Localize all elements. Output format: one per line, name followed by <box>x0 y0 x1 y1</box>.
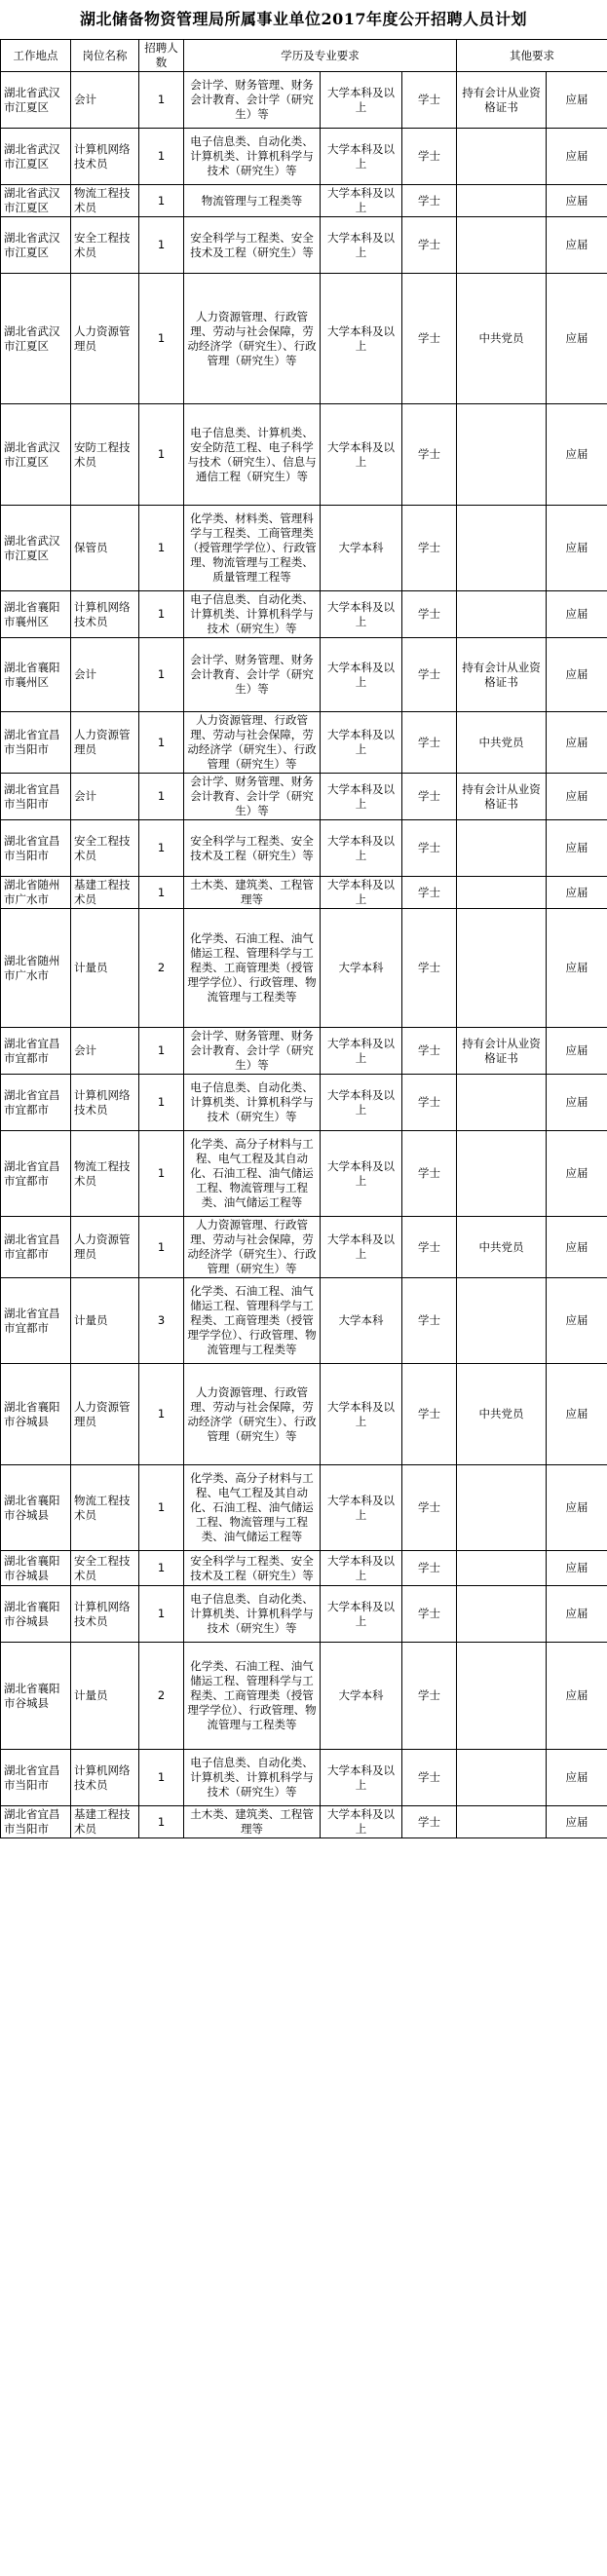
position-cell: 物流工程技术员 <box>71 1465 139 1551</box>
count-cell: 1 <box>139 129 184 185</box>
certificate-cell <box>457 1278 547 1364</box>
major-cell: 土木类、建筑类、工程管理等 <box>184 877 321 909</box>
major-cell: 化学类、高分子材料与工程、电气工程及其自动化、石油工程、油气储运工程、物流管理与工程类、油气储运工程等 <box>184 1465 321 1551</box>
position-cell: 计算机网络技术员 <box>71 1750 139 1806</box>
table-row <box>1 1465 607 1551</box>
certificate-cell <box>457 591 547 638</box>
degree-cell: 学士 <box>402 712 457 774</box>
header-requirements: 学历及专业要求 <box>184 40 457 72</box>
table-row <box>1 185 607 217</box>
major-cell: 电子信息类、自动化类、计算机类、计算机科学与技术（研究生）等 <box>184 129 321 185</box>
position-cell: 安全工程技术员 <box>71 1551 139 1586</box>
count-cell: 1 <box>139 591 184 638</box>
header-other: 其他要求 <box>457 40 607 72</box>
count-cell: 1 <box>139 638 184 712</box>
location-cell: 湖北省宜昌市宜都市 <box>1 1028 71 1075</box>
table-row <box>1 1806 607 1838</box>
degree-cell: 学士 <box>402 909 457 1028</box>
count-cell: 1 <box>139 1806 184 1838</box>
location-cell: 湖北省襄阳市襄州区 <box>1 638 71 712</box>
location-cell: 湖北省宜昌市当阳市 <box>1 1806 71 1838</box>
position-cell: 计算机网络技术员 <box>71 1075 139 1131</box>
major-cell: 化学类、石油工程、油气储运工程、管理科学与工程类、工商管理类（授管理学学位）、行政管理、物流管理与工程类等 <box>184 1278 321 1364</box>
count-cell: 1 <box>139 404 184 506</box>
count-cell: 1 <box>139 1586 184 1643</box>
education-cell: 大学本科及以上 <box>321 638 402 712</box>
status-cell: 应届 <box>547 1643 607 1750</box>
education-cell: 大学本科及以上 <box>321 217 402 274</box>
degree-cell: 学士 <box>402 1217 457 1278</box>
location-cell: 湖北省宜昌市当阳市 <box>1 1750 71 1806</box>
certificate-cell <box>457 506 547 591</box>
major-cell: 土木类、建筑类、工程管理等 <box>184 1806 321 1838</box>
count-cell: 1 <box>139 217 184 274</box>
major-cell: 人力资源管理、行政管理、劳动与社会保障，劳动经济学（研究生）、行政管理（研究生）等 <box>184 1217 321 1278</box>
count-cell: 1 <box>139 1551 184 1586</box>
certificate-cell: 中共党员 <box>457 1217 547 1278</box>
degree-cell: 学士 <box>402 1465 457 1551</box>
status-cell: 应届 <box>547 877 607 909</box>
major-cell: 会计学、财务管理、财务会计教育、会计学（研究生）等 <box>184 638 321 712</box>
position-cell: 人力资源管理员 <box>71 1217 139 1278</box>
degree-cell: 学士 <box>402 1806 457 1838</box>
education-cell: 大学本科 <box>321 1278 402 1364</box>
major-cell: 人力资源管理、行政管理、劳动与社会保障，劳动经济学（研究生）、行政管理（研究生）等 <box>184 1364 321 1465</box>
degree-cell: 学士 <box>402 1643 457 1750</box>
table-row <box>1 877 607 909</box>
count-cell: 1 <box>139 877 184 909</box>
major-cell: 化学类、石油工程、油气储运工程、管理科学与工程类、工商管理类（授管理学学位）、行政管理、物流管理与工程类等 <box>184 1643 321 1750</box>
major-cell: 会计学、财务管理、财务会计教育、会计学（研究生）等 <box>184 1028 321 1075</box>
degree-cell: 学士 <box>402 185 457 217</box>
degree-cell: 学士 <box>402 129 457 185</box>
table-body <box>1 72 607 1838</box>
degree-cell: 学士 <box>402 877 457 909</box>
table-row <box>1 591 607 638</box>
status-cell: 应届 <box>547 1551 607 1586</box>
position-cell: 物流工程技术员 <box>71 185 139 217</box>
status-cell: 应届 <box>547 217 607 274</box>
certificate-cell <box>457 909 547 1028</box>
certificate-cell <box>457 877 547 909</box>
status-cell: 应届 <box>547 820 607 877</box>
position-cell: 计算机网络技术员 <box>71 1586 139 1643</box>
header-position: 岗位名称 <box>71 40 139 72</box>
status-cell: 应届 <box>547 1028 607 1075</box>
position-cell: 保管员 <box>71 506 139 591</box>
table-row <box>1 1551 607 1586</box>
degree-cell: 学士 <box>402 506 457 591</box>
major-cell: 会计学、财务管理、财务会计教育、会计学（研究生）等 <box>184 774 321 820</box>
education-cell: 大学本科及以上 <box>321 1586 402 1643</box>
position-cell: 物流工程技术员 <box>71 1131 139 1217</box>
location-cell: 湖北省宜昌市当阳市 <box>1 712 71 774</box>
certificate-cell: 持有会计从业资格证书 <box>457 72 547 129</box>
location-cell: 湖北省襄阳市谷城县 <box>1 1643 71 1750</box>
location-cell: 湖北省武汉市江夏区 <box>1 129 71 185</box>
education-cell: 大学本科及以上 <box>321 72 402 129</box>
degree-cell: 学士 <box>402 404 457 506</box>
count-cell: 1 <box>139 1364 184 1465</box>
position-cell: 计算机网络技术员 <box>71 591 139 638</box>
education-cell: 大学本科及以上 <box>321 1217 402 1278</box>
count-cell: 1 <box>139 820 184 877</box>
table-row <box>1 72 607 129</box>
location-cell: 湖北省武汉市江夏区 <box>1 404 71 506</box>
certificate-cell <box>457 1586 547 1643</box>
certificate-cell <box>457 820 547 877</box>
education-cell: 大学本科及以上 <box>321 1750 402 1806</box>
count-cell: 1 <box>139 506 184 591</box>
table-header-row <box>1 40 607 72</box>
position-cell: 安全工程技术员 <box>71 217 139 274</box>
position-cell: 计量员 <box>71 1643 139 1750</box>
education-cell: 大学本科及以上 <box>321 404 402 506</box>
certificate-cell: 中共党员 <box>457 712 547 774</box>
position-cell: 会计 <box>71 774 139 820</box>
count-cell: 1 <box>139 185 184 217</box>
certificate-cell: 持有会计从业资格证书 <box>457 1028 547 1075</box>
status-cell: 应届 <box>547 1806 607 1838</box>
count-cell: 1 <box>139 1075 184 1131</box>
degree-cell: 学士 <box>402 1028 457 1075</box>
position-cell: 人力资源管理员 <box>71 1364 139 1465</box>
status-cell: 应届 <box>547 1465 607 1551</box>
table-row <box>1 1131 607 1217</box>
status-cell: 应届 <box>547 1075 607 1131</box>
education-cell: 大学本科及以上 <box>321 1131 402 1217</box>
certificate-cell <box>457 1131 547 1217</box>
education-cell: 大学本科及以上 <box>321 774 402 820</box>
education-cell: 大学本科及以上 <box>321 129 402 185</box>
status-cell: 应届 <box>547 506 607 591</box>
status-cell: 应届 <box>547 185 607 217</box>
position-cell: 基建工程技术员 <box>71 877 139 909</box>
status-cell: 应届 <box>547 1217 607 1278</box>
degree-cell: 学士 <box>402 820 457 877</box>
certificate-cell: 中共党员 <box>457 274 547 404</box>
degree-cell: 学士 <box>402 274 457 404</box>
position-cell: 人力资源管理员 <box>71 274 139 404</box>
degree-cell: 学士 <box>402 638 457 712</box>
major-cell: 电子信息类、自动化类、计算机类、计算机科学与技术（研究生）等 <box>184 1075 321 1131</box>
certificate-cell: 持有会计从业资格证书 <box>457 774 547 820</box>
education-cell: 大学本科 <box>321 506 402 591</box>
certificate-cell <box>457 217 547 274</box>
major-cell: 安全科学与工程类、安全技术及工程（研究生）等 <box>184 1551 321 1586</box>
count-cell: 1 <box>139 1131 184 1217</box>
certificate-cell <box>457 1551 547 1586</box>
header-count: 招聘人数 <box>139 40 184 72</box>
education-cell: 大学本科及以上 <box>321 591 402 638</box>
certificate-cell <box>457 404 547 506</box>
position-cell: 人力资源管理员 <box>71 712 139 774</box>
degree-cell: 学士 <box>402 1364 457 1465</box>
table-row <box>1 820 607 877</box>
table-row <box>1 217 607 274</box>
table-row <box>1 1586 607 1643</box>
education-cell: 大学本科及以上 <box>321 1551 402 1586</box>
status-cell: 应届 <box>547 129 607 185</box>
major-cell: 化学类、高分子材料与工程、电气工程及其自动化、石油工程、油气储运工程、物流管理与工程类、油气储运工程等 <box>184 1131 321 1217</box>
status-cell: 应届 <box>547 72 607 129</box>
count-cell: 3 <box>139 1278 184 1364</box>
location-cell: 湖北省宜昌市宜都市 <box>1 1131 71 1217</box>
location-cell: 湖北省宜昌市宜都市 <box>1 1278 71 1364</box>
major-cell: 物流管理与工程类等 <box>184 185 321 217</box>
location-cell: 湖北省武汉市江夏区 <box>1 72 71 129</box>
education-cell: 大学本科及以上 <box>321 1465 402 1551</box>
certificate-cell <box>457 1465 547 1551</box>
table-row <box>1 1278 607 1364</box>
table-row <box>1 506 607 591</box>
table-row <box>1 1028 607 1075</box>
count-cell: 1 <box>139 774 184 820</box>
position-cell: 计量员 <box>71 1278 139 1364</box>
location-cell: 湖北省襄阳市谷城县 <box>1 1364 71 1465</box>
status-cell: 应届 <box>547 1278 607 1364</box>
position-cell: 会计 <box>71 1028 139 1075</box>
count-cell: 1 <box>139 274 184 404</box>
certificate-cell <box>457 1750 547 1806</box>
certificate-cell <box>457 1075 547 1131</box>
position-cell: 计量员 <box>71 909 139 1028</box>
location-cell: 湖北省襄阳市襄州区 <box>1 591 71 638</box>
position-cell: 计算机网络技术员 <box>71 129 139 185</box>
table-row <box>1 1075 607 1131</box>
count-cell: 1 <box>139 712 184 774</box>
major-cell: 电子信息类、自动化类、计算机类、计算机科学与技术（研究生）等 <box>184 591 321 638</box>
location-cell: 湖北省宜昌市当阳市 <box>1 820 71 877</box>
location-cell: 湖北省襄阳市谷城县 <box>1 1551 71 1586</box>
table-row <box>1 638 607 712</box>
education-cell: 大学本科 <box>321 909 402 1028</box>
position-cell: 会计 <box>71 72 139 129</box>
recruitment-table <box>0 39 607 1838</box>
degree-cell: 学士 <box>402 774 457 820</box>
position-cell: 安全工程技术员 <box>71 820 139 877</box>
status-cell: 应届 <box>547 1364 607 1465</box>
education-cell: 大学本科及以上 <box>321 1075 402 1131</box>
status-cell: 应届 <box>547 1131 607 1217</box>
education-cell: 大学本科及以上 <box>321 820 402 877</box>
education-cell: 大学本科及以上 <box>321 877 402 909</box>
table-row <box>1 909 607 1028</box>
degree-cell: 学士 <box>402 217 457 274</box>
location-cell: 湖北省随州市广水市 <box>1 877 71 909</box>
count-cell: 2 <box>139 1643 184 1750</box>
status-cell: 应届 <box>547 712 607 774</box>
status-cell: 应届 <box>547 1750 607 1806</box>
certificate-cell: 中共党员 <box>457 1364 547 1465</box>
document-title: 湖北储备物资管理局所属事业单位2017年度公开招聘人员计划 <box>79 10 528 28</box>
status-cell: 应届 <box>547 274 607 404</box>
certificate-cell <box>457 1643 547 1750</box>
degree-cell: 学士 <box>402 1075 457 1131</box>
count-cell: 1 <box>139 1028 184 1075</box>
table-row <box>1 1364 607 1465</box>
education-cell: 大学本科及以上 <box>321 1028 402 1075</box>
location-cell: 湖北省武汉市江夏区 <box>1 274 71 404</box>
table-row <box>1 1750 607 1806</box>
count-cell: 2 <box>139 909 184 1028</box>
major-cell: 化学类、石油工程、油气储运工程、管理科学与工程类、工商管理类（授管理学学位）、行政管理、物流管理与工程类等 <box>184 909 321 1028</box>
table-row <box>1 274 607 404</box>
location-cell: 湖北省襄阳市谷城县 <box>1 1586 71 1643</box>
certificate-cell <box>457 1806 547 1838</box>
status-cell: 应届 <box>547 909 607 1028</box>
major-cell: 人力资源管理、行政管理、劳动与社会保障，劳动经济学（研究生）、行政管理（研究生）等 <box>184 274 321 404</box>
count-cell: 1 <box>139 1750 184 1806</box>
degree-cell: 学士 <box>402 1551 457 1586</box>
major-cell: 会计学、财务管理、财务会计教育、会计学（研究生）等 <box>184 72 321 129</box>
status-cell: 应届 <box>547 591 607 638</box>
certificate-cell: 持有会计从业资格证书 <box>457 638 547 712</box>
degree-cell: 学士 <box>402 1586 457 1643</box>
major-cell: 安全科学与工程类、安全技术及工程（研究生）等 <box>184 820 321 877</box>
location-cell: 湖北省武汉市江夏区 <box>1 185 71 217</box>
major-cell: 电子信息类、计算机类、安全防范工程、电子科学与技术（研究生）、信息与通信工程（研究生）等 <box>184 404 321 506</box>
degree-cell: 学士 <box>402 1750 457 1806</box>
table-row <box>1 712 607 774</box>
education-cell: 大学本科及以上 <box>321 274 402 404</box>
degree-cell: 学士 <box>402 1131 457 1217</box>
status-cell: 应届 <box>547 638 607 712</box>
education-cell: 大学本科 <box>321 1643 402 1750</box>
certificate-cell <box>457 185 547 217</box>
table-row <box>1 774 607 820</box>
count-cell: 1 <box>139 72 184 129</box>
location-cell: 湖北省宜昌市宜都市 <box>1 1217 71 1278</box>
count-cell: 1 <box>139 1465 184 1551</box>
major-cell: 电子信息类、自动化类、计算机类、计算机科学与技术（研究生）等 <box>184 1586 321 1643</box>
degree-cell: 学士 <box>402 1278 457 1364</box>
position-cell: 基建工程技术员 <box>71 1806 139 1838</box>
location-cell: 湖北省武汉市江夏区 <box>1 217 71 274</box>
location-cell: 湖北省随州市广水市 <box>1 909 71 1028</box>
position-cell: 会计 <box>71 638 139 712</box>
education-cell: 大学本科及以上 <box>321 1364 402 1465</box>
table-row <box>1 1643 607 1750</box>
major-cell: 人力资源管理、行政管理、劳动与社会保障，劳动经济学（研究生）、行政管理（研究生）等 <box>184 712 321 774</box>
position-cell: 安防工程技术员 <box>71 404 139 506</box>
status-cell: 应届 <box>547 1586 607 1643</box>
location-cell: 湖北省宜昌市当阳市 <box>1 774 71 820</box>
major-cell: 电子信息类、自动化类、计算机类、计算机科学与技术（研究生）等 <box>184 1750 321 1806</box>
status-cell: 应届 <box>547 404 607 506</box>
location-cell: 湖北省武汉市江夏区 <box>1 506 71 591</box>
table-row <box>1 404 607 506</box>
major-cell: 化学类、材料类、管理科学与工程类、工商管理类（授管理学学位）、行政管理、物流管理与工程类、质量管理工程等 <box>184 506 321 591</box>
status-cell: 应届 <box>547 774 607 820</box>
count-cell: 1 <box>139 1217 184 1278</box>
education-cell: 大学本科及以上 <box>321 185 402 217</box>
education-cell: 大学本科及以上 <box>321 712 402 774</box>
degree-cell: 学士 <box>402 591 457 638</box>
major-cell: 安全科学与工程类、安全技术及工程（研究生）等 <box>184 217 321 274</box>
location-cell: 湖北省襄阳市谷城县 <box>1 1465 71 1551</box>
degree-cell: 学士 <box>402 72 457 129</box>
table-row <box>1 129 607 185</box>
header-location: 工作地点 <box>1 40 71 72</box>
certificate-cell <box>457 129 547 185</box>
table-row <box>1 1217 607 1278</box>
location-cell: 湖北省宜昌市宜都市 <box>1 1075 71 1131</box>
education-cell: 大学本科及以上 <box>321 1806 402 1838</box>
